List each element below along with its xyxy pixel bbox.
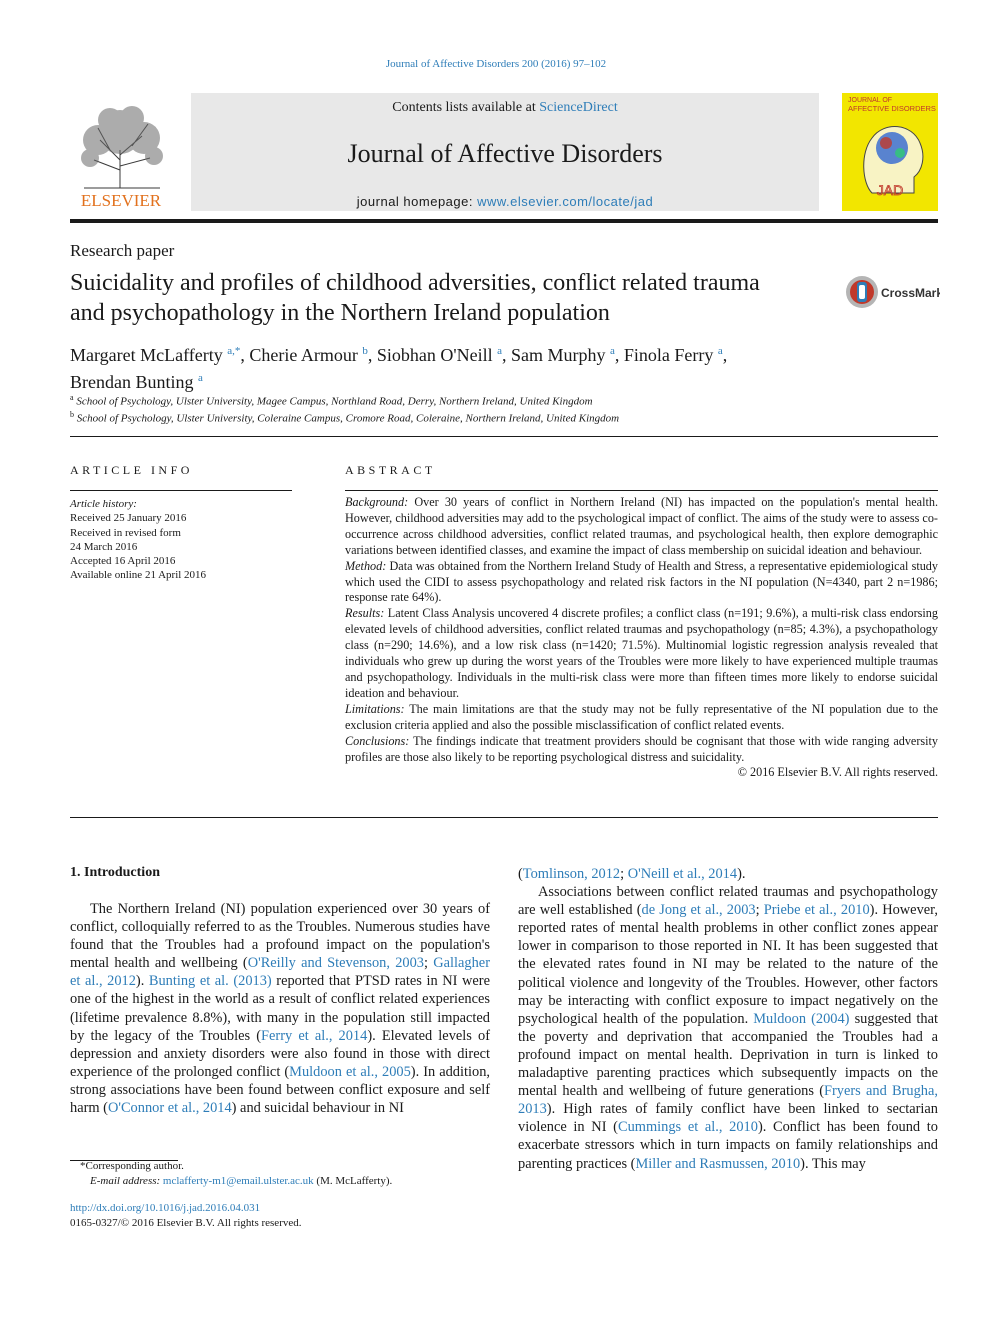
body-text: ( (518, 866, 523, 882)
doi-link[interactable]: http://dx.doi.org/10.1016/j.jad.2016.04.031 (70, 1202, 261, 1214)
article-type: Research paper (70, 241, 175, 260)
article-info-heading: ARTICLE INFO (70, 463, 193, 477)
body-text: ). This may (800, 1155, 866, 1172)
body-text: ; (620, 866, 628, 882)
header-rule (70, 219, 938, 223)
body-text: ; (423, 955, 434, 972)
intro-paragraph (70, 900, 490, 1117)
citation-link[interactable]: Muldoon (2004) (753, 1010, 850, 1027)
body-text: ). In addition, strong associations have been found between conflict exposure and self harm ( (70, 1063, 490, 1117)
homepage-link[interactable]: www.elsevier.com/locate/jad (477, 194, 654, 209)
divider (70, 490, 292, 491)
intro-paragraph-2 (518, 883, 938, 1173)
body-text: Associations between conflict related traumas and psychopathology are well established ( (518, 884, 938, 919)
author[interactable]: Brendan Bunting $^a$ (70, 372, 203, 392)
svg-text:JAD: JAD (876, 182, 904, 198)
journal-banner (191, 93, 819, 211)
citation-link[interactable]: Bunting et al. (2013) (148, 973, 272, 990)
body-text: The Northern Ireland (NI) population experienced over 30 years of conflict, colloquially referred to as the Troubles. Numerous studies have found that the Troubles had a profound impact on the population's mental health and wellbeing ( (70, 901, 490, 972)
body-text: suggested that the poverty and deprivation that accompanied the Troubles had a profound impact on mental health. Deprivation in turn is linked to maladaptive parenting practices which subsequently impacts on the mental health and wellbeing of future generations ( (518, 1010, 938, 1100)
body-text: ). Elevated levels of depression and anxiety disorders were also found in those with direct experience of the prolonged conflict ( (70, 1027, 490, 1080)
abstract-heading: ABSTRACT (345, 463, 436, 477)
homepage-line: journal homepage: www.elsevier.com/locate/jad (356, 194, 654, 209)
body-right-column (518, 865, 938, 1173)
citation-link[interactable]: O'Neill et al., 2014 (627, 866, 738, 882)
citation-link[interactable]: O'Connor et al., 2014 (107, 1100, 232, 1117)
author[interactable]: Sam Murphy $^a$ (511, 345, 615, 365)
journal-citation[interactable]: Journal of Affective Disorders 200 (2016) 97–102 (385, 58, 607, 70)
citation-link[interactable]: Muldoon et al., 2005 (289, 1063, 411, 1080)
sciencedirect-link[interactable]: ScienceDirect (539, 100, 618, 115)
affiliation: $^b$ School of Psychology, Ulster University, Coleraine Campus, Cromore Road, Coleraine, Northern Ireland, United Kingdom (70, 410, 620, 425)
divider (70, 817, 938, 818)
citation-link[interactable]: Cummings et al., 2010 (617, 1119, 758, 1136)
email-note: E-mail address: mclafferty-m1@email.ulster.ac.uk (M. McLafferty). (90, 1175, 393, 1187)
abstract-results: Results: Latent Class Analysis uncovered 4 discrete profiles; a conflict class (n=191; 9.6%), a multi-risk class endorsing elevated levels of childhood adversities, conflict related traumas and psychopathology (n=85; 4.3%), a psychopathology class (n=290; 14.6%), and a low risk class (n=1420; 71.5%). Multinomial logistic regression analysis revealed that individuals who grew up during the worst years of the Troubles were more likely to have experienced multiple traumas and psychopathology. Individuals in the multi-risk class were more than fifteen times more likely to endorse suicidal ideation and behaviour. (345, 606, 938, 700)
body-text: reported that PTSD rates in NI were one of the highest in the world as a result of conflict related experiences (lifetime prevalence 8.8%), with many in the population still impacted by the legacy of the Troubles ( (70, 973, 490, 1044)
citation-link[interactable]: O'Reilly and Stevenson, 2003 (247, 955, 424, 972)
elsevier-wordmark: ELSEVIER (80, 191, 162, 210)
svg-text:AFFECTIVE DISORDERS: AFFECTIVE DISORDERS (848, 104, 936, 113)
divider (345, 490, 938, 491)
author[interactable]: Siobhan O'Neill $^a$ (376, 345, 503, 365)
section-heading-introduction: 1. Introduction (70, 865, 160, 880)
body-left-column (70, 900, 490, 1117)
body-text: ). (135, 973, 149, 990)
body-text: ). High rates of family conflict have been linked to sectarian violence in NI ( (518, 1101, 938, 1136)
journal-cover-thumbnail[interactable] (842, 93, 938, 211)
corresponding-author-note: *Corresponding author. (80, 1160, 184, 1172)
citation-link[interactable]: Tomlinson, 2012 (522, 866, 621, 882)
body-text: ). (737, 866, 746, 882)
author[interactable]: Margaret McLafferty $^{a,*}$ (70, 345, 241, 365)
body-text: ). However, reported rates of mental health problems in other conflict zones appear lower in comparison to those reported in NI. It has been suggested that the elevated rates found in NI may be related to the nature of the political violence and longevity of the Troubles. However, other factors may be interacting with conflict exposure to impact negatively on the psychological health of the population. (518, 902, 938, 1027)
citation-link[interactable]: Ferry et al., 2014 (261, 1027, 368, 1044)
abstract-method: Method: Data was obtained from the Northern Ireland Study of Health and Stress, a representative epidemiological study which used the CIDI to assess psychopathology and related risk factors in the NI population (N=4340, part 2 n=1986; response rate 64%). (345, 558, 938, 605)
divider (70, 436, 938, 437)
author-list: Margaret McLafferty $^{a,*}$, Cherie Armour $^b$, Siobhan O'Neill $^a$, Sam Murphy $^a$, Finola Ferry $^a$, Brendan Bunting $^a$ (70, 345, 728, 392)
journal-title: Journal of Affective Disorders (347, 139, 663, 168)
abstract-limitations: Limitations: The main limitations are that the study may not be fully representative of the NI population due to the exclusion criteria applied and also the possible misclassification of conflict related events. (345, 701, 939, 732)
abstract-copyright: © 2016 Elsevier B.V. All rights reserved. (737, 765, 938, 780)
svg-text:JOURNAL OF: JOURNAL OF (848, 97, 893, 104)
email-link[interactable]: mclafferty-m1@email.ulster.ac.uk (162, 1175, 314, 1187)
abstract-body (345, 495, 938, 781)
crossmark-badge[interactable] (845, 274, 940, 310)
article-history: Article history: Received 25 January 2016 Received in revised form 24 March 2016 Accepted 16 April 2016 Available online 21 April 2016 (70, 498, 207, 582)
elsevier-logo (70, 100, 172, 212)
citation-link[interactable]: de Jong et al., 2003 (641, 902, 756, 919)
issn-line: 0165-0327/© 2016 Elsevier B.V. All rights reserved. (70, 1217, 302, 1229)
contents-line: Contents lists available at ScienceDirect (392, 100, 618, 115)
abstract-conclusions: Conclusions: The findings indicate that treatment providers should be cognisant that those with wide ranging adversity profiles are those also likely to be reporting psychological distress and suicidality. (345, 733, 939, 764)
author[interactable]: Finola Ferry $^a$ (623, 345, 723, 365)
body-text: ). Conflict has been found to exacerbate stressors which in turn impacts on family relationships and parenting practices ( (518, 1119, 939, 1172)
body-text: ; (755, 902, 764, 919)
article-title: Suicidality and profiles of childhood adversities, conflict related trauma and psychopathology in the Northern Ireland population (70, 270, 760, 326)
intro-continuation (518, 865, 938, 883)
citation-link[interactable]: Priebe et al., 2010 (763, 902, 870, 919)
citation-link[interactable]: Miller and Rasmussen, 2010 (635, 1155, 801, 1172)
abstract-background: Background: Over 30 years of conflict in Northern Ireland (NI) has impacted on the population's mental health. However, childhood adversities may add to the psychological impact of conflict. The aims of the study were to assess co-occurrence across childhood adversities, conflict related traumas, and psychological health, then explore demographic variations between identified classes, and examine the impact of class membership on suicidal ideation and behaviour. (345, 495, 939, 557)
svg-text:CrossMark: CrossMark (881, 286, 940, 300)
citation-link[interactable]: Gallagher et al., 2012 (70, 955, 490, 990)
affiliation: $^a$ School of Psychology, Ulster University, Magee Campus, Northland Road, Derry, Northern Ireland, United Kingdom (70, 393, 593, 408)
author[interactable]: Cherie Armour $^b$ (249, 345, 368, 365)
citation-link[interactable]: Fryers and Brugha, 2013 (518, 1083, 938, 1118)
body-text: ) and suicidal behaviour in NI (231, 1100, 404, 1117)
